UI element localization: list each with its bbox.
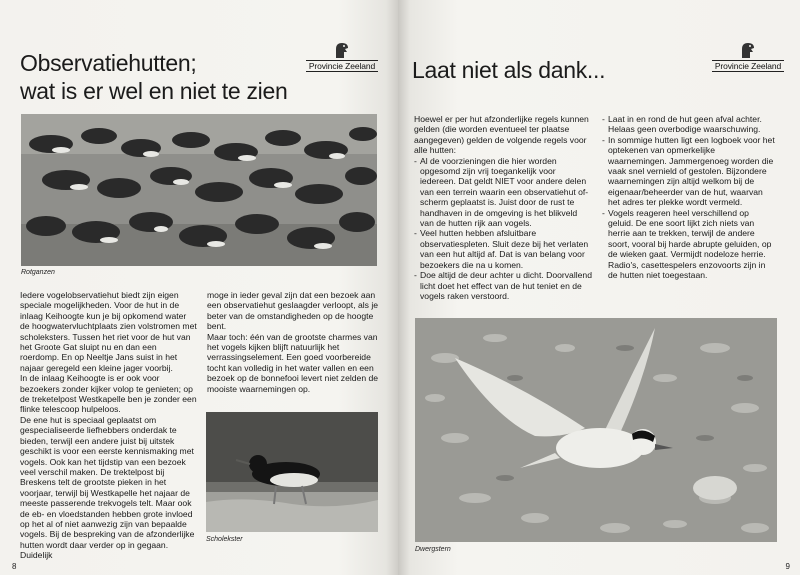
title-line-2: wat is er wel en niet te zien bbox=[20, 78, 288, 104]
rules-list bbox=[414, 156, 592, 302]
brent-geese-photo bbox=[21, 114, 377, 266]
list-item: - In sommige hutten ligt een logboek voor het optekenen van opmerkelijke waarnemingen. Jammergenoeg worden die vaak snel vernield of gestolen. Bijzondere waarnemingen zijn altijd welkom bij de eigenaar/beheerder van de hut, waarvan het adres ter plekke wordt vermeld. bbox=[602, 135, 776, 208]
list-item: - Doe altijd de deur achter u dicht. Doorvallend licht doet het effect van de hut teniet en de vogels raken verstoord. bbox=[414, 270, 592, 301]
lion-crest-icon bbox=[738, 40, 758, 60]
left-column-2 bbox=[207, 290, 379, 394]
intro-paragraph: Hoewel er per hut afzonderlijke regels kunnen gelden (die worden eventueel ter plaatse aangegeven) gelden de volgende regels voor alle hutten: bbox=[414, 114, 589, 156]
rules-list bbox=[602, 114, 776, 281]
page-number: 9 bbox=[785, 562, 790, 571]
small-photo-caption: Scholekster bbox=[206, 536, 243, 543]
list-item: - Al de voorzieningen die hier worden opgesomd zijn vrij toegankelijk voor iedereen. Dat geldt NIET voor andere delen van een terrein waarin een observatiehut of-scherm geplaatst is. Juist door de rust te handhaven in de omgeving is het blikveld van de hutten rijk aan vogels. bbox=[414, 156, 592, 229]
paragraph: moge in ieder geval zijn dat een bezoek aan een observatiehut geslaagder verloopt, als je beter van de omstandigheden op de hoogte bent. bbox=[207, 290, 379, 332]
lion-crest-icon bbox=[332, 40, 352, 60]
page-title: Laat niet als dank... bbox=[412, 57, 606, 83]
paragraph: Maar toch: één van de grootste charmes van het vogels kijken blijft natuurlijk het verrassingselement. Een goed voorbereide tocht kan volledig in het water vallen en een bezoek op de bonnefooi levert niet zelden de mooiste waarnemingen op. bbox=[207, 331, 379, 394]
logo-banner: Provincie Zeeland bbox=[306, 60, 378, 72]
right-column-1 bbox=[414, 114, 592, 301]
paragraph: Iedere vogelobservatiehut biedt zijn eigen speciale mogelijkheden. Voor de hut in de inlaag Keihoogte kun je bij opkomend water de hoogwatervluchtplaats zien volstromen met scholeksters. Tussen het riet voor de hut van het Groote Gat sluipt nu en dan een roerdomp. En op Neeltje Jans suist in het najaar geregeld een kleine jager voorbij. bbox=[20, 290, 197, 373]
logo-banner: Provincie Zeeland bbox=[712, 60, 784, 72]
right-page bbox=[398, 0, 800, 575]
left-page bbox=[0, 0, 398, 575]
provincie-zeeland-logo bbox=[306, 40, 378, 74]
page-number: 8 bbox=[12, 562, 17, 571]
little-tern-photo bbox=[415, 318, 777, 542]
left-column-1 bbox=[20, 290, 198, 561]
photo-caption: Dwergstern bbox=[415, 546, 451, 553]
title-line-1: Observatiehutten; bbox=[20, 50, 197, 76]
paragraph: In de inlaag Keihoogte is er ook voor bezoekers zonder kijker volop te genieten; op de treketelpost Westkapelle ben je zonder een flinke telescoop hulpeloos. bbox=[20, 373, 197, 415]
list-item: - Veel hutten hebben afsluitbare observatiespleten. Sluit deze bij het verlaten van een hut altijd af. Dat is van belang voor bezoekers die na u komen. bbox=[414, 228, 592, 270]
photo-caption: Rotganzen bbox=[21, 269, 55, 276]
paragraph: De ene hut is speciaal geplaatst om gespecialiseerde liefhebbers onderdak te bieden, terwijl een andere juist bij uitstek geschikt is voor een eerste kennismaking met vogels. Ook kan het tijdstip van een bezoek veel verschil maken. De trektelpost bij Breskens telt de grootste pieken in het voorjaar, terwijl bij Westkapelle het najaar de meeste passerende trekvogels telt. Maar ook de eb- en vloedstanden hebben grote invloed op het al of niet aanwezig zijn van bepaalde vogels. Bij de bespreking van de afzonderlijke hutten wordt daar verder op in gegaan. Duidelijk bbox=[20, 414, 195, 561]
page-title bbox=[20, 49, 287, 105]
right-column-2 bbox=[602, 114, 776, 281]
list-item: - Laat in en rond de hut geen afval achter. Helaas geen overbodige waarschuwing. bbox=[602, 114, 776, 135]
provincie-zeeland-logo bbox=[712, 40, 784, 74]
list-item: - Vogels reageren heel verschillend op geluid. De ene soort lijkt zich niets van herrie aan te trekken, terwijl de andere soort, vooral bij harde abrupte geluiden, op de wieken gaat. Vermijdt nodeloze herrie. Radio's, casettespelers enzovoorts zijn in de hutten niet toegestaan. bbox=[602, 208, 776, 281]
oystercatcher-photo bbox=[206, 412, 378, 532]
